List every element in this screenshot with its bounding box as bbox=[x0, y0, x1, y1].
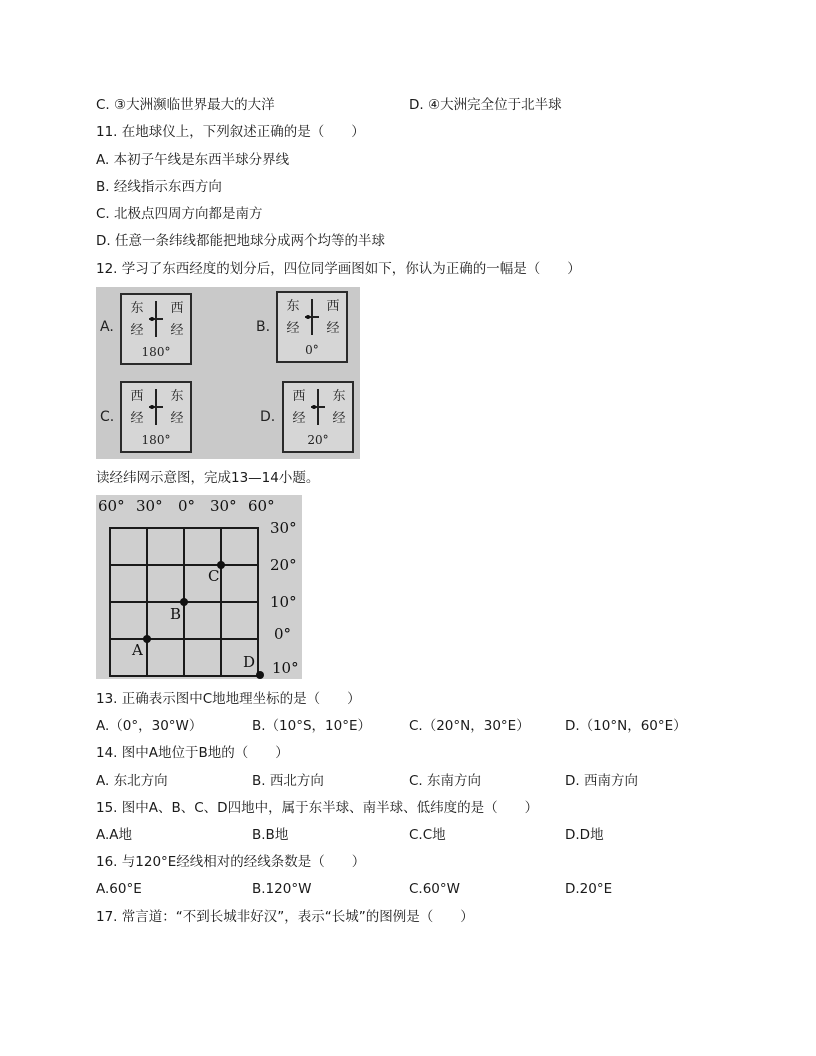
q16-option-c: C.60°W bbox=[409, 881, 460, 897]
top-label-0: 0° bbox=[178, 497, 196, 515]
panel-c-dot bbox=[150, 405, 154, 409]
q15-stem: 15. 图中A、B、C、D四地中，属于东半球、南半球、低纬度的是（ ） bbox=[96, 800, 539, 816]
q14-option-c: C. 东南方向 bbox=[409, 773, 482, 789]
point-d-dot bbox=[256, 671, 264, 679]
top-label-30e: 30° bbox=[210, 497, 237, 515]
panel-d-left-top: 西 bbox=[292, 389, 306, 404]
point-b-label: B bbox=[170, 605, 182, 623]
graticule-figure bbox=[96, 495, 302, 679]
q16-option-d: D.20°E bbox=[565, 881, 613, 897]
intro-13-14: 读经纬网示意图，完成13—14小题。 bbox=[96, 470, 320, 486]
top-label-30w: 30° bbox=[136, 497, 163, 515]
q10-option-d: D. ④大洲完全位于北半球 bbox=[409, 97, 562, 113]
q13-stem: 13. 正确表示图中C地地理坐标的是（ ） bbox=[96, 691, 361, 707]
q13-option-c: C.（20°N，30°E） bbox=[409, 718, 530, 734]
panel-b-right-bottom: 经 bbox=[326, 321, 340, 336]
q15-option-b: B.B地 bbox=[252, 827, 289, 843]
panel-b-dot bbox=[306, 315, 310, 319]
q11-option-c: C. 北极点四周方向都是南方 bbox=[96, 206, 263, 222]
q13-option-a: A.（0°，30°W） bbox=[96, 718, 203, 734]
panel-c-left-top: 西 bbox=[130, 389, 144, 404]
q11-option-d: D. 任意一条纬线都能把地球分成两个均等的半球 bbox=[96, 233, 385, 249]
point-c-label: C bbox=[208, 567, 220, 585]
panel-c-right-bottom: 经 bbox=[170, 411, 184, 426]
right-label-10s: 10° bbox=[272, 659, 299, 677]
panel-a-degree: 180° bbox=[141, 345, 171, 359]
q11-stem: 11. 在地球仪上，下列叙述正确的是（ ） bbox=[96, 124, 365, 140]
q16-stem: 16. 与120°E经线相对的经线条数是（ ） bbox=[96, 854, 366, 870]
right-label-20n: 20° bbox=[270, 556, 297, 574]
q15-option-d: D.D地 bbox=[565, 827, 604, 843]
panel-b-box bbox=[276, 291, 348, 363]
panel-a-right-bottom: 经 bbox=[170, 323, 184, 338]
panel-a-left-top: 东 bbox=[130, 301, 144, 316]
panel-d-box bbox=[282, 381, 354, 453]
panel-c-right-top: 东 bbox=[170, 389, 184, 404]
graticule-grid bbox=[96, 495, 302, 679]
q14-option-d: D. 西南方向 bbox=[565, 773, 638, 789]
top-label-60e: 60° bbox=[248, 497, 275, 515]
q16-option-a: A.60°E bbox=[96, 881, 142, 897]
top-label-60w: 60° bbox=[98, 497, 125, 515]
q15-option-a: A.A地 bbox=[96, 827, 133, 843]
q14-option-b: B. 西北方向 bbox=[252, 773, 324, 789]
q14-option-a: A. 东北方向 bbox=[96, 773, 168, 789]
panel-a-dot bbox=[150, 317, 154, 321]
point-a-dot bbox=[143, 635, 151, 643]
panel-d-degree: 20° bbox=[307, 433, 329, 447]
longitude-diagram-figure bbox=[96, 287, 360, 459]
panel-b-left-top: 东 bbox=[286, 299, 300, 314]
right-label-10n: 10° bbox=[270, 593, 297, 611]
panel-b-letter: B. bbox=[256, 319, 271, 335]
panel-a-right-top: 西 bbox=[170, 301, 184, 316]
q13-option-d: D.（10°N，60°E） bbox=[565, 718, 687, 734]
panel-d-left-bottom: 经 bbox=[292, 411, 306, 426]
q10-option-c: C. ③大洲濒临世界最大的大洋 bbox=[96, 97, 275, 113]
panel-d-letter: D. bbox=[260, 409, 276, 425]
panel-d-dot bbox=[312, 405, 316, 409]
q14-stem: 14. 图中A地位于B地的（ ） bbox=[96, 745, 289, 761]
panel-c-box bbox=[120, 381, 192, 453]
right-label-0: 0° bbox=[274, 625, 292, 643]
panel-a-left-bottom: 经 bbox=[130, 323, 144, 338]
q11-option-b: B. 经线指示东西方向 bbox=[96, 179, 222, 195]
panel-c-degree: 180° bbox=[141, 433, 171, 447]
q15-option-c: C.C地 bbox=[409, 827, 446, 843]
q17-stem: 17. 常言道：“不到长城非好汉”，表示“长城”的图例是（ ） bbox=[96, 909, 474, 925]
panel-a-letter: A. bbox=[100, 319, 114, 335]
q16-option-b: B.120°W bbox=[252, 881, 312, 897]
panel-b-degree: 0° bbox=[305, 343, 319, 357]
q13-option-b: B.（10°S，10°E） bbox=[252, 718, 372, 734]
point-b-dot bbox=[180, 598, 188, 606]
panel-a-box bbox=[120, 293, 192, 365]
panel-d-right-top: 东 bbox=[332, 389, 346, 404]
point-d-label: D bbox=[243, 653, 256, 671]
q11-option-a: A. 本初子午线是东西半球分界线 bbox=[96, 152, 290, 168]
point-a-label: A bbox=[132, 641, 143, 659]
panel-b-left-bottom: 经 bbox=[286, 321, 300, 336]
right-label-30n: 30° bbox=[270, 519, 297, 537]
panel-c-letter: C. bbox=[100, 409, 115, 425]
q12-stem: 12. 学习了东西经度的划分后，四位同学画图如下，你认为正确的一幅是（ ） bbox=[96, 261, 581, 277]
panel-b-right-top: 西 bbox=[326, 299, 340, 314]
panel-c-left-bottom: 经 bbox=[130, 411, 144, 426]
panel-d-right-bottom: 经 bbox=[332, 411, 346, 426]
